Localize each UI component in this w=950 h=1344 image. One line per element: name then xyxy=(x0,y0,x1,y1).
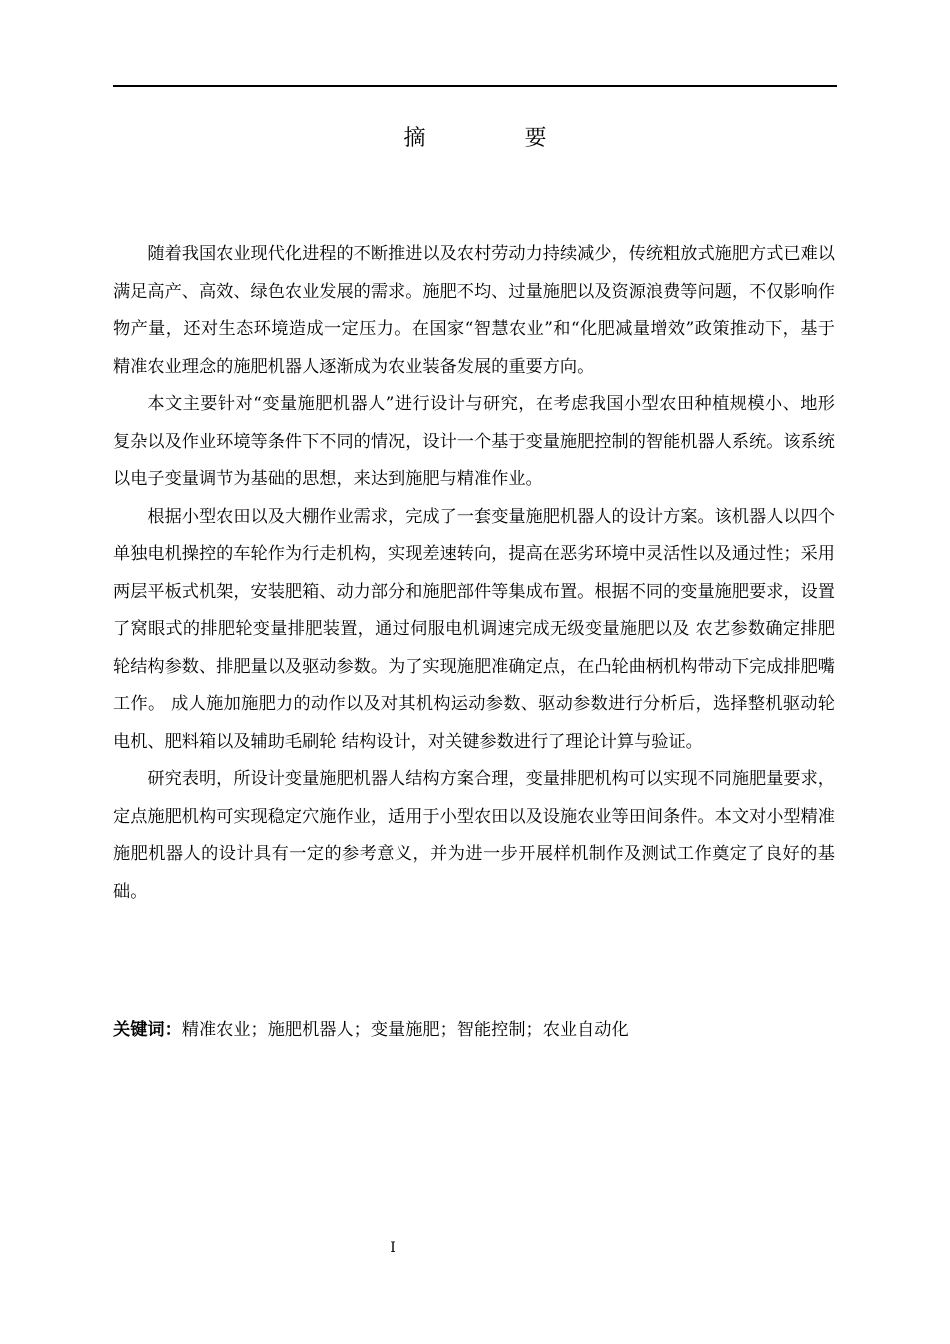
page-number: I xyxy=(390,1240,396,1256)
keywords-text: 精准农业；施肥机器人；变量施肥；智能控制；农业自动化 xyxy=(181,1020,629,1040)
abstract-body xyxy=(113,236,835,911)
keywords-label: 关键词： xyxy=(113,1020,182,1040)
abstract-paragraph-4: 研究表明，所设计变量施肥机器人结构方案合理，变量排肥机构可以实现不同施肥量要求，定点施肥机构可实现稳定穴施作业，适用于小型农田以及设施农业等田间条件。本文对小型精准施肥机器人的设计具有一定的参考意义，并为进一步开展样机制作及测试工作奠定了良好的基础。 xyxy=(113,769,835,902)
abstract-paragraph-1: 随着我国农业现代化进程的不断推进以及农村劳动力持续减少，传统粗放式施肥方式已难以满足高产、高效、绿色农业发展的需求。施肥不均、过量施肥以及资源浪费等问题，不仅影响作物产量，还对生态环境造成一定压力。在国家“智慧农业”和“化肥减量增效”政策推动下，基于精准农业理念的施肥机器人逐渐成为农业装备发展的重要方向。 xyxy=(113,244,835,377)
abstract-paragraph-2: 本文主要针对“变量施肥机器人”进行设计与研究，在考虑我国小型农田种植规模小、地形复杂以及作业环境等条件下不同的情况，设计一个基于变量施肥控制的智能机器人系统。该系统以电子变量调节为基础的思想，来达到施肥与精准作业。 xyxy=(113,394,835,489)
abstract-paragraph-3: 根据小型农田以及大棚作业需求，完成了一套变量施肥机器人的设计方案。该机器人以四个单独电机操控的车轮作为行走机构，实现差速转向，提高在恶劣环境中灵活性以及通过性；采用两层平板式机架，安装肥箱、动力部分和施肥部件等集成布置。根据不同的变量施肥要求，设置了窝眼式的排肥轮变量排肥装置，通过伺服电机调速完成无级变量施肥以及 农艺参数确定排肥轮结构参数、排肥量以及驱动参数。为了实现施肥准确定点，在凸轮曲柄机构带动下完成排肥嘴工作。 成人施加施肥力的动作以及对其机构运动参数、驱动参数进行分析后，选择整机驱动轮电机、肥料箱以及辅助毛刷轮 结构设计，对关键参数进行了理论计算与验证。 xyxy=(113,506,835,752)
header-rule xyxy=(113,85,837,87)
keywords-line xyxy=(113,1012,837,1049)
page-title: 摘 要 xyxy=(403,126,593,151)
